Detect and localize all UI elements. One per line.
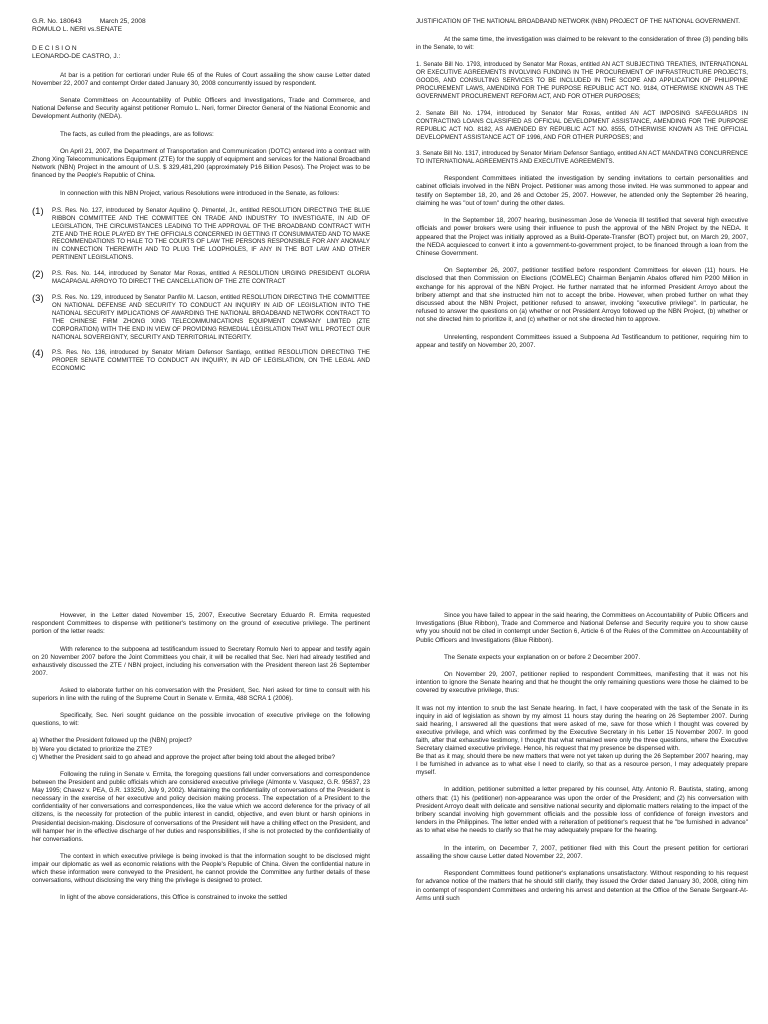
resolution-item: [32, 207, 370, 262]
decision-heading: D E C I S I O N: [32, 44, 77, 52]
senate-bill: 3. Senate Bill No. 1317, introduced by Senator Miriam Defensor Santiago, entitled AN ACT MANDATING CONCURRENCE TO INTERNATIONAL AGREEMENTS AND EXECUTIVE AGREEMENTS.: [416, 150, 748, 166]
paragraph: On September 26, 2007, petitioner testified before respondent Committees for eleven (11) hours. He disclosed that then Commission on Elections (COMELEC) Chairman Benjamin Abalos offered him P200 Million in exchange for his approval of the NBN Project. He further narrated that he informed President Arroyo about the bribery attempt and that she instructed him not to accept the bribe. However, when probed further on what they discussed about the NBN Project, petitioner refused to answer, invoking "executive privilege". In particular, he refused to answer the questions on (a) whether or not President Arroyo followed up the NBN Project, (b) whether or not she directed him to prioritize it, and (c) whether or not she directed him to approve.: [416, 267, 748, 324]
senate-bill: 1. Senate Bill No. 1793, introduced by Senator Mar Roxas, entitled AN ACT SUBJECTING TREATIES, INTERNATIONAL OR EXECUTIVE AGREEMENTS INVOLVING FUNDING IN THE PROCUREMENT OF INFRASTRUCTURE PROJECTS, GOODS, AND CONSULTING SERVICES TO BE INCLUDED IN THE SCOPE AND APPLICATION OF PHILIPPINE PROCUREMENT LAWS, AMENDING FOR THE PURPOSE REPUBLIC ACT NO. 9184, OTHERWISE KNOWN AS THE GOVERNMENT PROCUREMENT REFORM ACT, AND FOR OTHER PURPOSES;: [416, 61, 748, 100]
paragraph: At the same time, the investigation was claimed to be relevant to the consideration of three (3) pending bills in the Senate, to wit:: [416, 35, 748, 52]
page-top-left: [32, 18, 370, 598]
resolution-number: (4): [32, 348, 44, 360]
paragraph: On April 21, 2007, the Department of Transportation and Communication (DOTC) entered into a contract with Zhong Xing Telecommunications Equipment (ZTE) for the supply of equipment and services for the National Broadband Network (NBN) Project in the amount of U.S. $ 329,481,290 (approximately P16 Billion Pesos). The Project was to be financed by the People's Republic of China.: [32, 147, 370, 180]
paragraph: JUSTIFICATION OF THE NATIONAL BROADBAND NETWORK (NBN) PROJECT OF THE NATIONAL GOVERNMENT.: [416, 18, 740, 25]
paragraph: The facts, as culled from the pleadings, are as follows:: [60, 130, 214, 138]
paragraph: At bar is a petition for certiorari under Rule 65 of the Rules of Court assailing the show cause Letter dated November 22, 2007 and contempt Order dated January 30, 2008 concurrently issued by respondent.: [32, 71, 370, 87]
quoted-paragraph: In light of the above considerations, this Office is constrained to invoke the settled: [60, 894, 288, 902]
paragraph: Since you have failed to appear in the said hearing, the Committees on Accountability of Public Officers and Investigations (Blue Ribbon), Trade and Commerce and National Defense and Security require you to show cause why you should not be cited in contempt under Section 6, Article 6 of the Rules of the Committee on Accountability of Public Officers and Investigations (Blue Ribbon).: [416, 612, 748, 644]
resolution-text: P.S. Res. No. 127, introduced by Senator Aquilino Q. Pimentel, Jr., entitled RESOLUTION DIRECTING THE BLUE RIBBON COMMITTEE AND THE COMMITTEE ON TRADE AND INDUSTRY TO INVESTIGATE, IN AID OF LEGISLATION, THE CIRCUMSTANCES LEADING TO THE APPROVAL OF THE BROADBAND CONTRACT WITH ZTE AND THE ROLE PLAYED BY THE OFFICIALS CONCERNED IN GETTING IT CONSUMMATED AND TO MAKE RECOMMENDATIONS TO HALE TO THE COURTS OF LAW THE PERSONS RESPONSIBLE FOR ANY ANOMALY IN CONNECTION THEREWITH AND TO PLUG THE LOOPHOLES, IF ANY IN THE BOT LAW AND OTHER PERTINENT LEGISLATIONS.: [52, 206, 370, 262]
case-number: G.R. No. 180643 March 25, 2008: [32, 18, 146, 25]
quoted-paragraph: Following the ruling in Senate v. Ermita, the foregoing questions fall under conversations and correspondence between the President and public officials which are considered executive privilege (Almonte v. Vasquez, G.R. 95637, 23 May 1995; Chavez v. PEA, G.R. 133250, July 9, 2002). Maintaining the confidentiality of conversations of the President is necessary in the exercise of her executive and policy decision making process. The expectation of a President to the confidentiality of her conversations and correspondences, like the value which we accord deference for the privacy of all citizens, is the necessity for protection of the public interest in candid, objective, and even blunt or harsh opinions in Presidential decision-making. Disclosure of conversations of the President will have a chilling effect on the President, and will hamper her in the effective discharge of her duties and responsibilities, if she is not protected by the confidentiality of her conversations.: [32, 770, 370, 843]
paragraph: In the September 18, 2007 hearing, businessman Jose de Venecia III testified that several high executive officials and power brokers were using their influence to push the approval of the NBN Project by the NEDA. It appeared that the Project was initially approved as a Build-Operate-Transfer (BOT) project but, on March 29, 2007, the NEDA acquiesced to convert it into a government-to-government project, to be financed through a loan from the Chinese Government.: [416, 217, 748, 257]
question-item: a) Whether the President followed up the (NBN) project?: [32, 737, 192, 745]
quoted-paragraph: The context in which executive privilege is being invoked is that the information sought to be disclosed might impair our diplomatic as well as economic relations with the People's Republic of China. Given the confidential nature in which these information were conveyed to the President, he cannot provide the Committee any further details of these conversations, without disclosing the very thing the privilege is designed to protect.: [32, 852, 370, 885]
resolution-text: P.S. Res. No. 129, introduced by Senator Panfilo M. Lacson, entitled RESOLUTION DIRECTING THE COMMITTEE ON NATIONAL DEFENSE AND SECURITY TO CONDUCT AN INQUIRY IN AID OF LEGISLATION INTO THE NATIONAL SECURITY IMPLICATIONS OF AWARDING THE NATIONAL BROADBAND NETWORK CONTRACT TO THE CHINESE FIRM ZHONG XING TELECOMMUNICATIONS EQUIPMENT COMPANY LIMITED (ZTE CORPORATION) WITH THE END IN VIEW OF PROVIDING REMEDIAL LEGISLATION THAT WILL PROTECT OUR NATIONAL SOVEREIGNTY, SECURITY AND TERRITORIAL INTEGRITY.: [52, 294, 370, 341]
ponente: LEONARDO-DE CASTRO, J.:: [32, 53, 121, 61]
question-list: [32, 737, 370, 762]
quoted-paragraph: It was not my intention to snub the last Senate hearing. In fact, I have cooperated with the task of the Senate in its inquiry in aid of legislation as shown by my almost 11 hours stay during the hearing on 26 September 2007. During said hearing, I answered all the questions that were asked of me, save for those which I thought was covered by executive privilege, and which was confirmed by the Executive Secretary in his Letter 15 November 2007. In good faith, after that exhaustive testimony, I thought that what remained were only the three questions, where the Executive Secretary claimed executive privilege. Hence, his request that my presence be dispensed with.: [416, 704, 748, 753]
resolution-number: (1): [32, 205, 44, 217]
quoted-paragraph: Specifically, Sec. Neri sought guidance on the possible invocation of executive privilege on the following questions, to wit:: [32, 712, 370, 728]
question-item: b) Were you dictated to prioritize the ZTE?: [32, 745, 152, 753]
resolution-text: P.S. Res. No. 136, introduced by Senator Miriam Defensor Santiago, entitled RESOLUTION DIRECTING THE PROPER SENATE COMMITTEE TO CONDUCT AN INQUIRY, IN AID OF LEGISLATION, ON THE LEGAL AND ECONOMIC: [52, 349, 370, 373]
paragraph: In addition, petitioner submitted a letter prepared by his counsel, Atty. Antonio R. Bautista, stating, among others that: (1) his (petitioner) non-appearance was upon the order of the President; and (2) his conversation with President Arroyo dealt with delicate and sensitive national security and diplomatic matters relating to the impact of the bribery scandal involving high government officials and the possible loss of confidence of foreign investors and lenders in the Philippines. The letter ended with a reiteration of petitioner's request that he "be furnished in advance" as to what else he needs to clarify so that he may adequately prepare for the hearing.: [416, 786, 748, 835]
senate-bill: 2. Senate Bill No. 1794, introduced by Senator Mar Roxas, entitled AN ACT IMPOSING SAFEGUARDS IN CONTRACTING LOANS CLASSIFIED AS OFFICIAL DEVELOPMENT ASSISTANCE, AMENDING FOR THE PURPOSE REPUBLIC ACT NO. 8182, AS AMENDED BY REPUBLIC ACT NO. 8555, OTHERWISE KNOWN AS THE OFFICIAL DEVELOPMENT ASSISTANCE ACT OF 1996, AND FOR OTHER PURPOSES; and: [416, 109, 748, 141]
paragraph: On November 29, 2007, petitioner replied to respondent Committees, manifesting that it was not his intention to ignore the Senate hearing and that he thought the only remaining questions were those he claimed to be covered by executive privilege, thus:: [416, 671, 748, 695]
page-bottom-right: [416, 612, 748, 1024]
resolution-item: [32, 349, 370, 373]
case-title: ROMULO L. NERI vs.SENATE: [32, 26, 123, 34]
paragraph: Respondent Committees initiated the investigation by sending invitations to certain personalities and cabinet officials involved in the NBN Project. Petitioner was among those invited. He was summoned to appear and testify on September 18, 20, and 26 and October 25, 2007. However, he attended only the September 26 hearing, claiming he was "out of town" during the other dates.: [416, 175, 748, 207]
paragraph: In the interim, on December 7, 2007, petitioner filed with this Court the present petition for certiorari assailing the show cause Letter dated November 22, 2007.: [416, 844, 748, 860]
resolution-item: [32, 294, 370, 341]
paragraph: Senate Committees on Accountability of Public Officers and Investigations, Trade and Commerce, and National Defense and Security against petitioner Romulo L. Neri, former Director General of the National Economic and Development Authority (NEDA).: [32, 97, 370, 121]
paragraph: However, in the Letter dated November 15, 2007, Executive Secretary Eduardo R. Ermita requested respondent Committees to dispense with petitioner's testimony on the ground of executive privilege. The pertinent portion of the letter reads:: [32, 612, 370, 636]
paragraph: The Senate expects your explanation on or before 2 December 2007.: [444, 653, 641, 661]
paragraph: Unrelenting, respondent Committees issued a Subpoena Ad Testificandum to petitioner, requiring him to appear and testify on November 20, 2007.: [416, 333, 748, 349]
page-top-right: [416, 18, 748, 598]
resolution-number: (3): [32, 293, 44, 305]
resolution-text: P.S. Res. No. 144, introduced by Senator Mar Roxas, entitled A RESOLUTION URGING PRESIDENT GLORIA MACAPAGAL ARROYO TO DIRECT THE CANCELLATION OF THE ZTE CONTRACT: [52, 270, 370, 286]
resolution-number: (2): [32, 269, 44, 281]
quoted-paragraph: Be that as it may, should there be new matters that were not yet taken up during the 26 September 2007 hearing, may I be furnished in advance as to what else I need to clarify, so that as a resource person, I may adequately prepare myself.: [416, 753, 748, 777]
question-item: c) Whether the President said to go ahead and approve the project after being told about the alleged bribe?: [32, 753, 336, 761]
resolution-item: [32, 270, 370, 286]
paragraph: Respondent Committees found petitioner's explanations unsatisfactory. Without responding to his request for advance notice of the matters that he should still clarify, they issued the Order dated January 30, 2008, citing him in contempt of respondent Committees and ordering his arrest and detention at the Office of the Senate Sergeant-At-Arms until such: [416, 870, 748, 902]
quoted-paragraph: Asked to elaborate further on his conversation with the President, Sec. Neri asked for time to consult with his superiors in line with the ruling of the Supreme Court in Senate v. Ermita, 488 SCRA 1 (2006).: [32, 686, 370, 703]
page-bottom-left: [32, 612, 370, 1024]
paragraph: In connection with this NBN Project, various Resolutions were introduced in the Senate, as follows:: [60, 189, 340, 197]
quoted-paragraph: With reference to the subpoena ad testificandum issued to Secretary Romulo Neri to appear and testify again on 20 November 2007 before the Joint Committees you chair, it will be recalled that Sec. Neri had already testified and exhaustively discussed the ZTE / NBN project, including his conversation with the President thereon last 26 September 2007.: [32, 645, 370, 677]
